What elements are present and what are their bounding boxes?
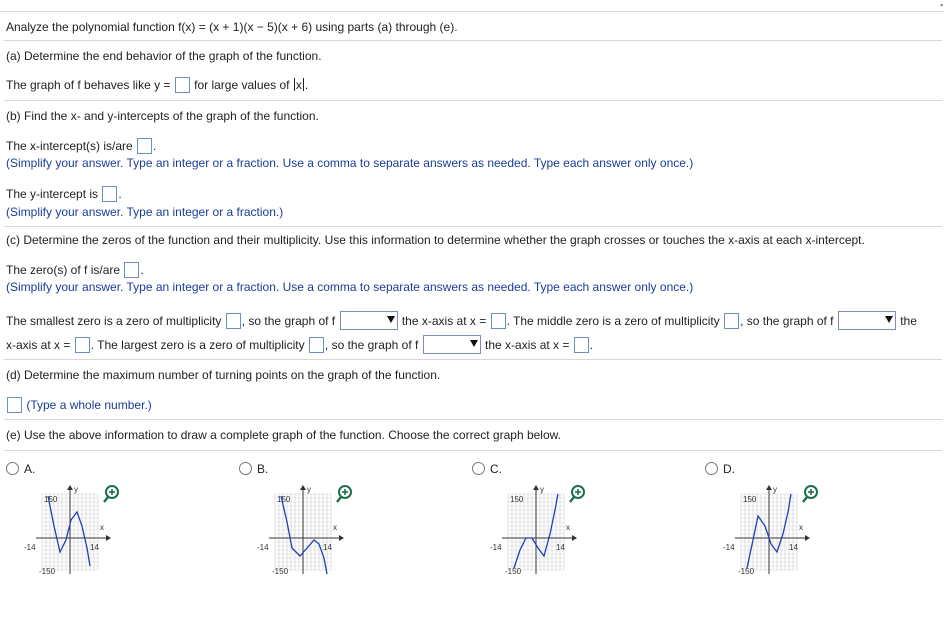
largest-multiplicity-input[interactable]	[309, 337, 324, 353]
radio-circle-icon	[239, 462, 252, 475]
y-axis-label: y	[74, 485, 78, 494]
y-intercept-label: The y-intercept is	[6, 187, 99, 201]
period: .	[140, 263, 144, 277]
middle-zero-text: . The middle zero is a zero of multiplicity	[506, 314, 720, 328]
abs-bar-right	[303, 78, 304, 91]
x-min-label: -14	[257, 543, 269, 552]
x-max-label: 14	[789, 543, 798, 552]
option-a-radio[interactable]	[6, 462, 35, 480]
graph-svg	[480, 482, 592, 580]
x-axis-arrow-icon	[339, 535, 344, 541]
y-min-label: -150	[39, 567, 56, 576]
zeros-row	[6, 262, 144, 278]
part-a-var: x	[295, 78, 302, 92]
dropdown-arrow-icon	[885, 316, 893, 323]
x-axis-label: x	[333, 523, 337, 532]
y-axis-arrow-icon	[766, 485, 772, 490]
x-intercept-hint: (Simplify your answer. Type an integer or a fraction. Use a comma to separate answers as needed. Type each answer only once.)	[6, 156, 694, 170]
graph-option-c	[480, 482, 592, 580]
zoom-in-icon[interactable]	[104, 486, 118, 502]
x-axis-arrow-icon	[572, 535, 577, 541]
part-a-answer-row	[6, 77, 308, 93]
turning-points-input[interactable]	[7, 397, 22, 413]
multiplicity-row-2	[6, 335, 593, 354]
smallest-multiplicity-input[interactable]	[226, 313, 241, 329]
top-border	[0, 11, 944, 12]
largest-zero-input[interactable]	[574, 337, 589, 353]
divider	[4, 100, 942, 101]
x-max-label: 14	[90, 543, 99, 552]
x-intercept-label: The x-intercept(s) is/are	[6, 139, 133, 153]
graph-svg	[247, 482, 359, 580]
divider	[4, 419, 942, 420]
y-intercept-input[interactable]	[102, 186, 117, 202]
x-min-label: -14	[723, 543, 735, 552]
option-c-radio[interactable]	[472, 462, 502, 480]
y-max-label: 150	[44, 495, 58, 504]
x-intercept-input[interactable]	[137, 138, 152, 154]
part-a-post: for large values of	[194, 78, 290, 92]
x-intercept-row	[6, 138, 156, 154]
period: .	[589, 338, 594, 352]
zeros-hint: (Simplify your answer. Type an integer or a fraction. Use a comma to separate answers as needed. Type each answer only once.)	[6, 280, 694, 294]
x-max-label: 14	[556, 543, 565, 552]
smallest-zero-text: The smallest zero is a zero of multiplicity	[6, 314, 222, 328]
y-min-label: -150	[738, 567, 755, 576]
xaxis-at-text: the x-axis at x =	[401, 314, 487, 328]
graph-option-a	[14, 482, 126, 580]
period: .	[118, 187, 122, 201]
zoom-in-icon[interactable]	[803, 486, 817, 502]
radio-circle-icon	[472, 462, 485, 475]
y-max-label: 150	[277, 495, 291, 504]
x-axis-arrow-icon	[106, 535, 111, 541]
abs-bar-left	[294, 78, 295, 91]
x-min-label: -14	[24, 543, 36, 552]
end-behavior-input[interactable]	[175, 77, 190, 93]
part-a-title: (a) Determine the end behavior of the graph of the function.	[6, 49, 322, 63]
so-graph-text: , so the graph of f	[241, 314, 336, 328]
largest-cross-touch-dropdown[interactable]	[423, 335, 481, 354]
option-a-label: A.	[24, 462, 36, 476]
divider	[4, 40, 942, 41]
graph-option-d	[713, 482, 825, 580]
part-d-title: (d) Determine the maximum number of turning points on the graph of the function.	[6, 368, 441, 382]
option-b-label: B.	[257, 462, 269, 476]
x-axis-arrow-icon	[805, 535, 810, 541]
zoom-in-icon[interactable]	[570, 486, 584, 502]
x-axis-label: x	[566, 523, 570, 532]
y-axis-arrow-icon	[67, 485, 73, 490]
part-e-title: (e) Use the above information to draw a complete graph of the function. Choose the correct graph below.	[6, 428, 561, 442]
turning-points-row	[6, 397, 152, 413]
y-axis-label: y	[540, 485, 544, 494]
option-d-label: D.	[723, 462, 735, 476]
turning-points-hint: (Type a whole number.)	[26, 398, 152, 412]
y-axis-label: y	[773, 485, 777, 494]
graph-option-b	[247, 482, 359, 580]
x-axis-label: x	[100, 523, 104, 532]
middle-cross-touch-dropdown[interactable]	[838, 311, 896, 330]
period: .	[153, 139, 157, 153]
y-max-label: 150	[510, 495, 524, 504]
zeros-label: The zero(s) of f is/are	[6, 263, 121, 277]
problem-prompt: Analyze the polynomial function f(x) = (x + 1)(x − 5)(x + 6) using parts (a) through (e).	[6, 20, 458, 34]
the-text: the	[900, 314, 917, 328]
part-a-end: .	[304, 78, 309, 92]
graph-svg	[713, 482, 825, 580]
corner-mark: ▪	[940, 0, 944, 10]
divider	[4, 226, 942, 227]
graph-svg	[14, 482, 126, 580]
part-a-pre: The graph of f behaves like y =	[6, 78, 171, 92]
x-max-label: 14	[323, 543, 332, 552]
dropdown-arrow-icon	[387, 316, 395, 323]
option-d-radio[interactable]	[705, 462, 735, 480]
so-graph-text: , so the graph of f	[324, 338, 419, 352]
part-b-title: (b) Find the x- and y-intercepts of the graph of the function.	[6, 109, 319, 123]
option-c-label: C.	[490, 462, 502, 476]
zeros-input[interactable]	[124, 262, 139, 278]
x-axis-label: x	[799, 523, 803, 532]
divider	[4, 359, 942, 360]
y-axis-arrow-icon	[533, 485, 539, 490]
xaxis-at-text: x-axis at x =	[6, 338, 71, 352]
radio-circle-icon	[705, 462, 718, 475]
smallest-cross-touch-dropdown[interactable]	[340, 311, 398, 330]
y-max-label: 150	[743, 495, 757, 504]
y-axis-arrow-icon	[300, 485, 306, 490]
multiplicity-row-1	[6, 311, 917, 330]
option-b-radio[interactable]	[239, 462, 268, 480]
y-intercept-row	[6, 186, 122, 202]
zoom-in-icon[interactable]	[337, 486, 351, 502]
divider	[4, 450, 942, 451]
radio-circle-icon	[6, 462, 19, 475]
xaxis-at-text: the x-axis at x =	[485, 338, 570, 352]
part-c-title: (c) Determine the zeros of the function and their multiplicity. Use this information to determine whether the graph crosses or touches the x-axis at each x-intercept.	[6, 233, 865, 247]
dropdown-arrow-icon	[470, 340, 478, 347]
middle-multiplicity-input[interactable]	[724, 313, 739, 329]
y-min-label: -150	[505, 567, 522, 576]
largest-zero-text: . The largest zero is a zero of multiplicity	[90, 338, 305, 352]
y-intercept-hint: (Simplify your answer. Type an integer or a fraction.)	[6, 205, 284, 219]
so-graph-text: , so the graph of f	[740, 314, 834, 328]
y-axis-label: y	[307, 485, 311, 494]
x-min-label: -14	[490, 543, 502, 552]
middle-zero-input[interactable]	[75, 337, 90, 353]
smallest-zero-input[interactable]	[491, 313, 506, 329]
y-min-label: -150	[272, 567, 289, 576]
